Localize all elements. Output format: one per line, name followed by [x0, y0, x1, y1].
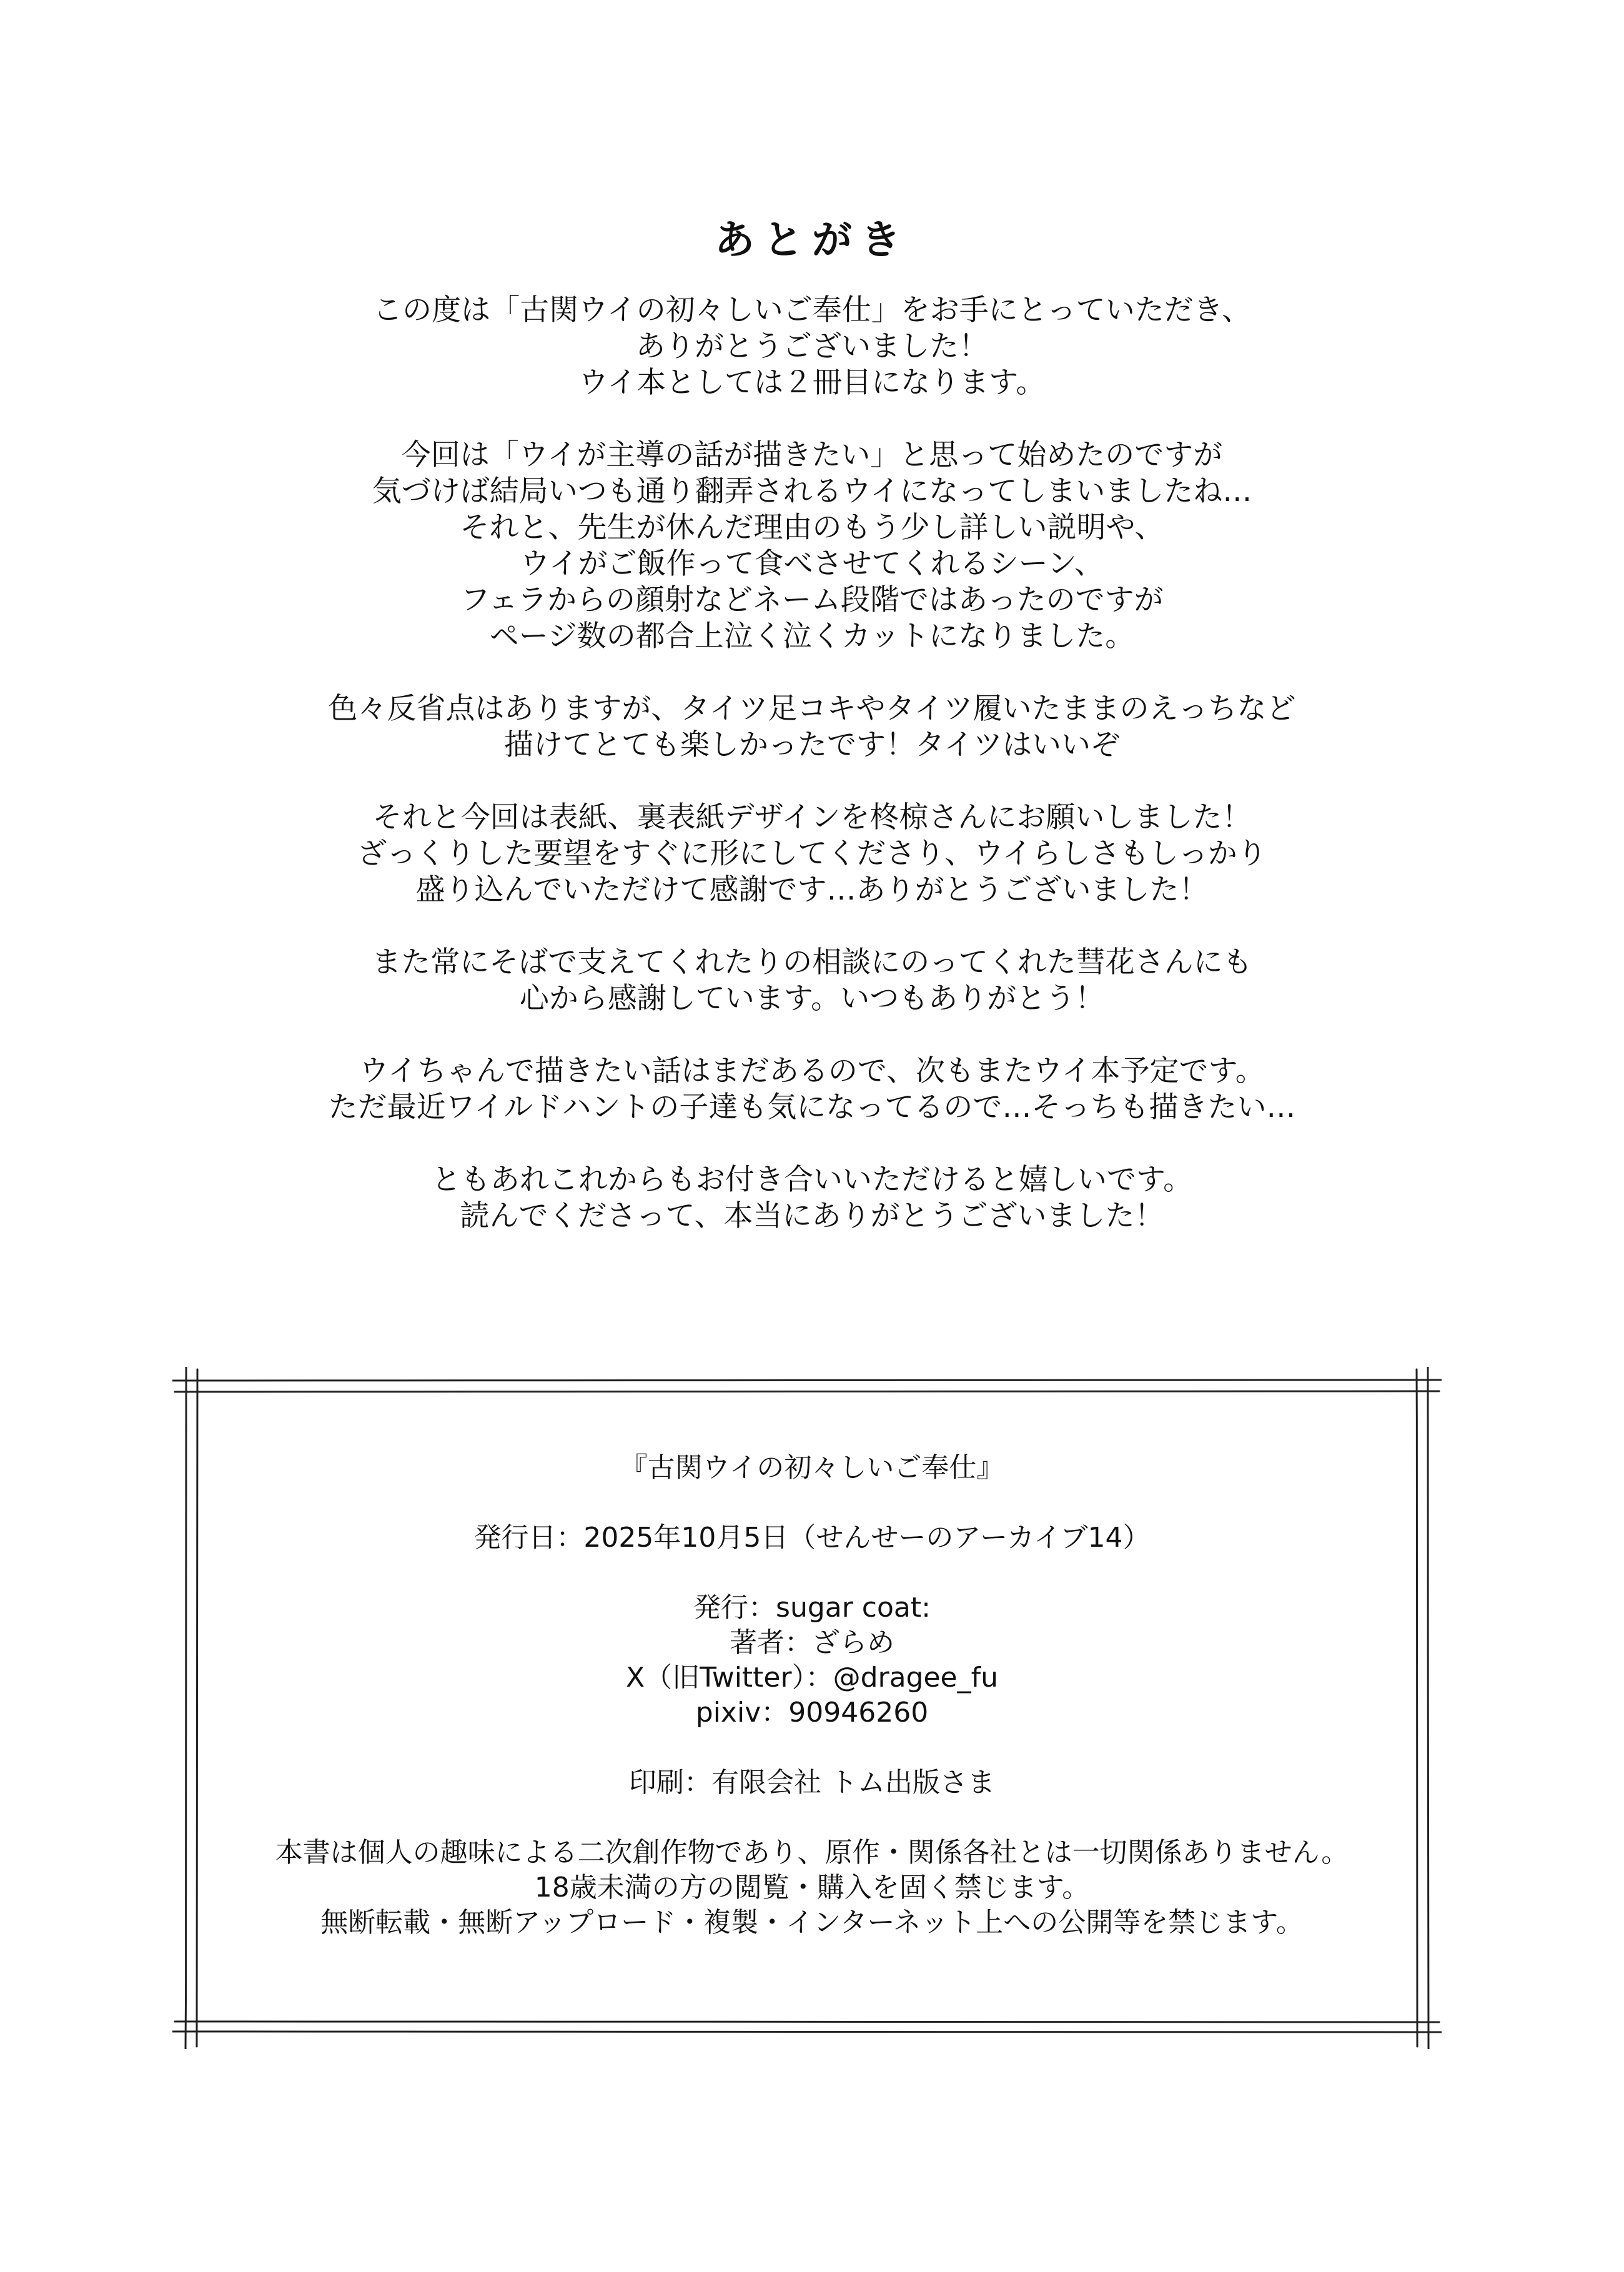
twitter-handle: X（旧Twitter）：@dragee_fu	[625, 1662, 999, 1694]
text-line: ありがとうございました！	[636, 329, 988, 364]
text-line: この度は「古関ウイの初々しいご奉仕」をお手にとっていただき、	[373, 293, 1251, 327]
afterword-paragraph	[125, 691, 1499, 763]
printer: 印刷：有限会社 トム出版さま	[629, 1767, 995, 1798]
pixiv-id: pixiv：90946260	[695, 1697, 929, 1729]
colophon-text	[187, 1451, 1437, 1975]
text-line: ページ数の都合上泣く泣くカットになりました。	[489, 619, 1135, 653]
disclaimer-group	[187, 1835, 1437, 1940]
text-line: ウイがご飯作って食べさせてくれるシーン、	[520, 547, 1104, 581]
text-line: 気づけば結局いつも通り翻弄されるウイになってしまいましたね…	[372, 474, 1252, 508]
printer-group	[187, 1765, 1437, 1800]
text-line: フェラからの顔射などネーム段階ではあったのですが	[460, 583, 1164, 617]
afterword-paragraph	[125, 437, 1499, 655]
credits-group	[187, 1590, 1437, 1730]
disclaimer-line: 18歳未満の方の閲覧・購入を固く禁じます。	[534, 1872, 1090, 1903]
text-line: 心から感謝しています。いつもありがとう！	[519, 981, 1105, 1016]
book-title: 『古関ウイの初々しいご奉仕』	[620, 1452, 1004, 1484]
text-line: ただ最近ワイルドハントの子達も気になってるので…そっちも描きたい…	[328, 1090, 1296, 1124]
author: 著者：ざらめ	[730, 1627, 894, 1659]
disclaimer-line: 無断転載・無断アップロード・複製・インターネット上への公開等を禁じます。	[320, 1907, 1304, 1938]
text-line: ウイ本としては２冊目になります。	[578, 365, 1046, 400]
text-line: それと今回は表紙、裏表紙デザインを柊椋さんにお願いしました！	[372, 800, 1252, 835]
afterword-paragraph	[125, 1053, 1499, 1126]
text-line: 色々反省点はありますが、タイツ足コキやタイツ履いたままのえっちなど	[328, 692, 1296, 726]
colophon-title-group	[187, 1451, 1437, 1486]
text-line: ともあれこれからもお付き合いいただけると嬉しいです。	[431, 1163, 1193, 1197]
afterword-title: あとがき	[715, 217, 909, 264]
afterword-paragraph	[125, 945, 1499, 1017]
text-line: 盛り込んでいただけて感謝です…ありがとうございました！	[415, 873, 1209, 907]
text-line: 今回は「ウイが主導の話が描きたい」と思って始めたのですが	[401, 438, 1223, 472]
afterword-body	[125, 292, 1499, 1271]
text-line: 描けてとても楽しかったです！タイツはいいぞ	[503, 728, 1121, 762]
text-line: ウイちゃんで描きたい話はまだあるので、次もまたウイ本予定です。	[359, 1054, 1265, 1088]
afterword-paragraph	[125, 292, 1499, 401]
publication-date-group	[187, 1520, 1437, 1555]
text-line: それと、先生が休んだ理由のもう少し詳しい説明や、	[460, 510, 1164, 545]
text-line: また常にそばで支えてくれたりの相談にのってくれた彗花さんにも	[372, 945, 1252, 980]
afterword-paragraph	[125, 800, 1499, 908]
text-line: 読んでくださって、本当にありがとうございました！	[460, 1199, 1164, 1233]
publisher: 発行：sugar coat:	[693, 1592, 931, 1624]
publication-date: 発行日：2025年10月5日（せんせーのアーカイブ14）	[473, 1522, 1151, 1554]
afterword-paragraph	[125, 1162, 1499, 1234]
text-line: ざっくりした要望をすぐに形にしてくださり、ウイらしさもしっかり	[357, 836, 1267, 871]
disclaimer-line: 本書は個人の趣味による二次創作物であり、原作・関係各社とは一切関係ありません。	[275, 1837, 1349, 1868]
